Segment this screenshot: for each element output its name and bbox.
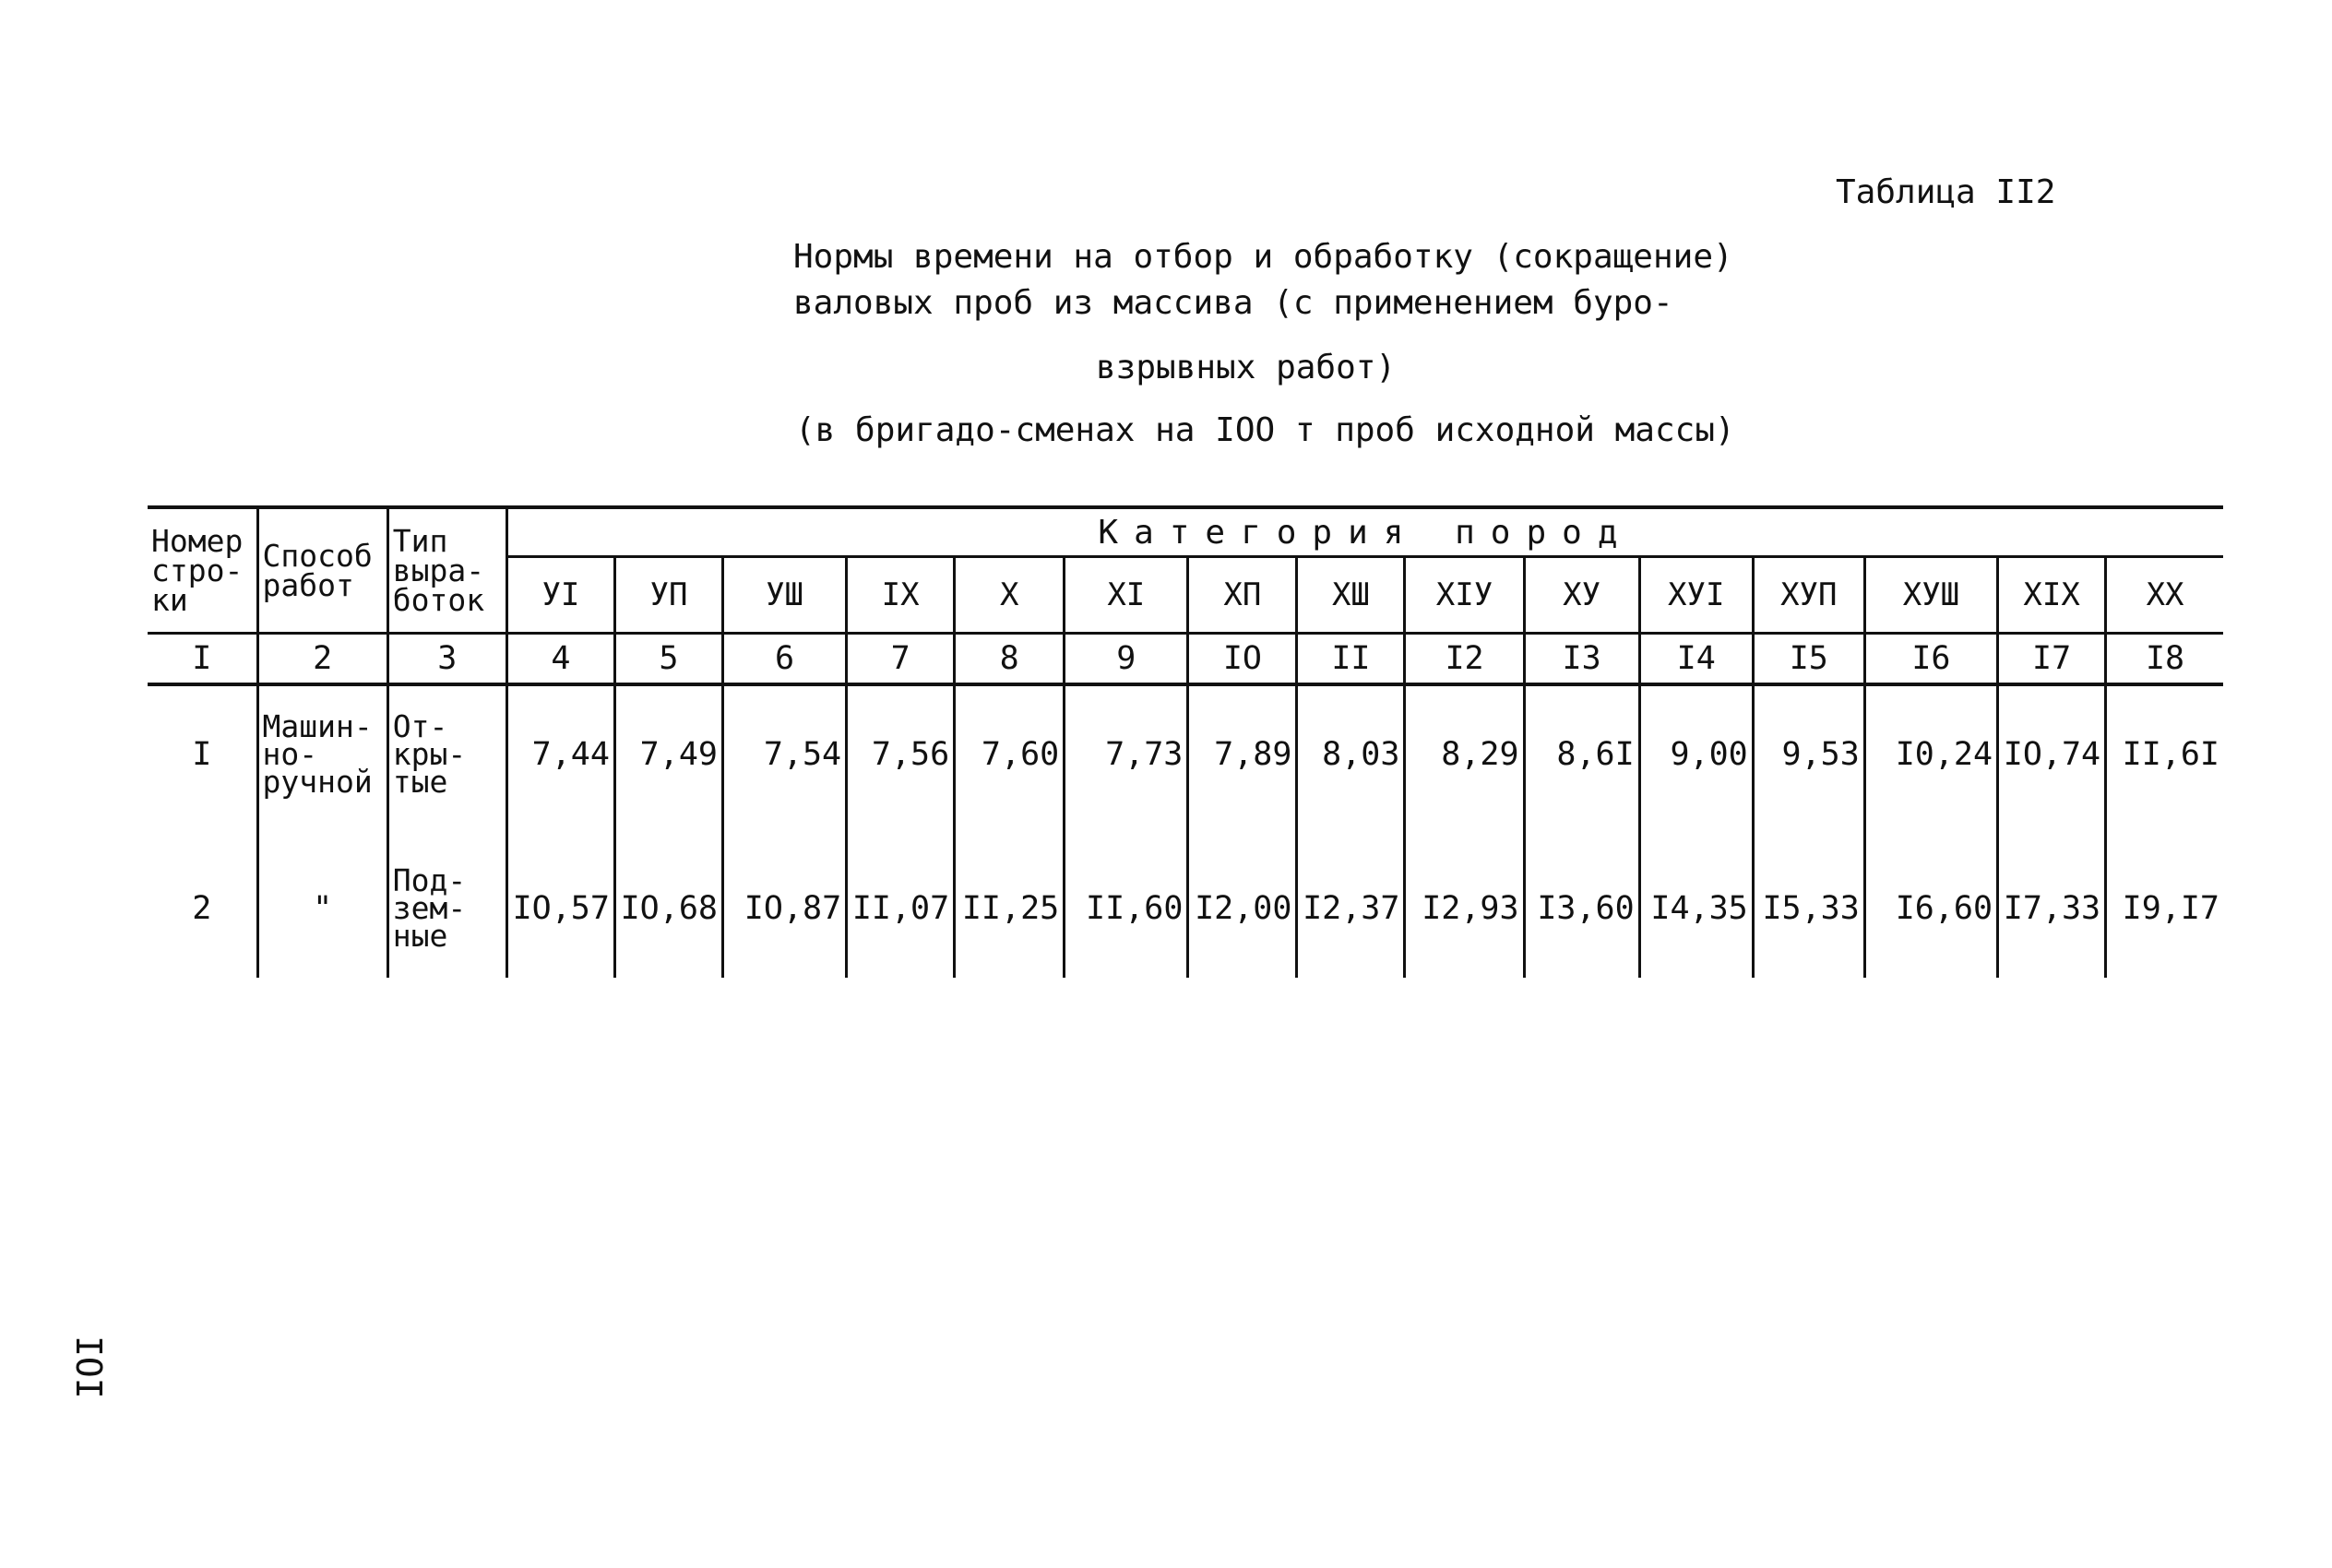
column-number: I6 <box>1864 634 1997 685</box>
value-cell: 7,54 <box>722 684 846 823</box>
column-number: 8 <box>955 634 1065 685</box>
value-cell: II,6I <box>2106 684 2223 823</box>
value-cell: IO,57 <box>506 823 614 978</box>
value-cell: IO,74 <box>1998 684 2106 823</box>
title-line-3: взрывных работ) <box>1096 349 1397 386</box>
value-cell: I2,93 <box>1405 823 1524 978</box>
title-line-2: валовых проб из массива (с применением буро- <box>793 284 1673 322</box>
value-cell: 8,6I <box>1524 684 1639 823</box>
category-header: ХУП <box>1753 557 1864 634</box>
value-cell: I9,I7 <box>2106 823 2223 978</box>
value-cell: 7,89 <box>1188 684 1297 823</box>
value-cell: 9,53 <box>1753 684 1864 823</box>
value-cell: I2,37 <box>1297 823 1405 978</box>
value-cell: I0,24 <box>1864 684 1997 823</box>
column-number: I2 <box>1405 634 1524 685</box>
column-number: 7 <box>847 634 955 685</box>
value-cell: 8,29 <box>1405 684 1524 823</box>
value-cell: 7,44 <box>506 684 614 823</box>
value-cell: II,25 <box>955 823 1065 978</box>
category-header: IX <box>847 557 955 634</box>
category-header: XX <box>2106 557 2223 634</box>
column-number: 5 <box>614 634 722 685</box>
column-number: 3 <box>387 634 506 685</box>
row-index: 2 <box>192 890 212 927</box>
norms-table <box>148 505 2223 978</box>
title-line-units: (в бригадо-сменах на IOO т проб исходной массы) <box>795 411 1735 449</box>
value-cell: 7,56 <box>847 684 955 823</box>
value-cell: 9,00 <box>1639 684 1753 823</box>
value-cell: 7,73 <box>1065 684 1188 823</box>
value-cell: I2,00 <box>1188 823 1297 978</box>
category-header: ХП <box>1188 557 1297 634</box>
page-number: IOI <box>68 1336 109 1399</box>
category-header: XIУ <box>1405 557 1524 634</box>
column-number: I4 <box>1639 634 1753 685</box>
category-header: X <box>955 557 1065 634</box>
column-number: 4 <box>506 634 614 685</box>
value-cell: I3,60 <box>1524 823 1639 978</box>
column-number: II <box>1297 634 1405 685</box>
value-cell: I5,33 <box>1753 823 1864 978</box>
value-cell: I7,33 <box>1998 823 2106 978</box>
value-cell: II,07 <box>847 823 955 978</box>
column-number: 9 <box>1065 634 1188 685</box>
column-number-row <box>148 634 2223 685</box>
row-index: I <box>192 736 212 773</box>
column-number: I <box>148 634 257 685</box>
column-number: I7 <box>1998 634 2106 685</box>
column-number: I8 <box>2106 634 2223 685</box>
category-header: ХУШ <box>1864 557 1997 634</box>
column-number: IO <box>1188 634 1297 685</box>
header-row-number: Номер стро- ки <box>148 507 257 634</box>
table-label: Таблица II2 <box>1836 173 2056 211</box>
category-header: УI <box>506 557 614 634</box>
header-row-1 <box>148 507 2223 557</box>
value-cell: II,60 <box>1065 823 1188 978</box>
value-cell: IO,87 <box>722 823 846 978</box>
category-header: ХУI <box>1639 557 1753 634</box>
header-method: Способ работ <box>257 507 387 634</box>
category-header: УШ <box>722 557 846 634</box>
table-row <box>148 684 2223 823</box>
column-number: I3 <box>1524 634 1639 685</box>
header-category-title: Категория пород <box>506 507 2223 557</box>
category-header: УП <box>614 557 722 634</box>
row-excavation-type: От- кры- тые <box>387 684 506 823</box>
column-number: I5 <box>1753 634 1864 685</box>
title-line-1: Нормы времени на отбор и обработку (сокращение) <box>793 238 1733 276</box>
category-header: ХУ <box>1524 557 1639 634</box>
category-header: XIX <box>1998 557 2106 634</box>
column-number: 6 <box>722 634 846 685</box>
row-method: " <box>257 823 387 978</box>
value-cell: I6,60 <box>1864 823 1997 978</box>
category-header: XI <box>1065 557 1188 634</box>
row-method: Машин- но- ручной <box>257 684 387 823</box>
value-cell: I4,35 <box>1639 823 1753 978</box>
value-cell: IO,68 <box>614 823 722 978</box>
value-cell: 7,49 <box>614 684 722 823</box>
value-cell: 8,03 <box>1297 684 1405 823</box>
table-row <box>148 823 2223 978</box>
row-excavation-type: Под- зем- ные <box>387 823 506 978</box>
value-cell: 7,60 <box>955 684 1065 823</box>
header-excavation-type: Тип выра- боток <box>387 507 506 634</box>
column-number: 2 <box>257 634 387 685</box>
category-header: ХШ <box>1297 557 1405 634</box>
